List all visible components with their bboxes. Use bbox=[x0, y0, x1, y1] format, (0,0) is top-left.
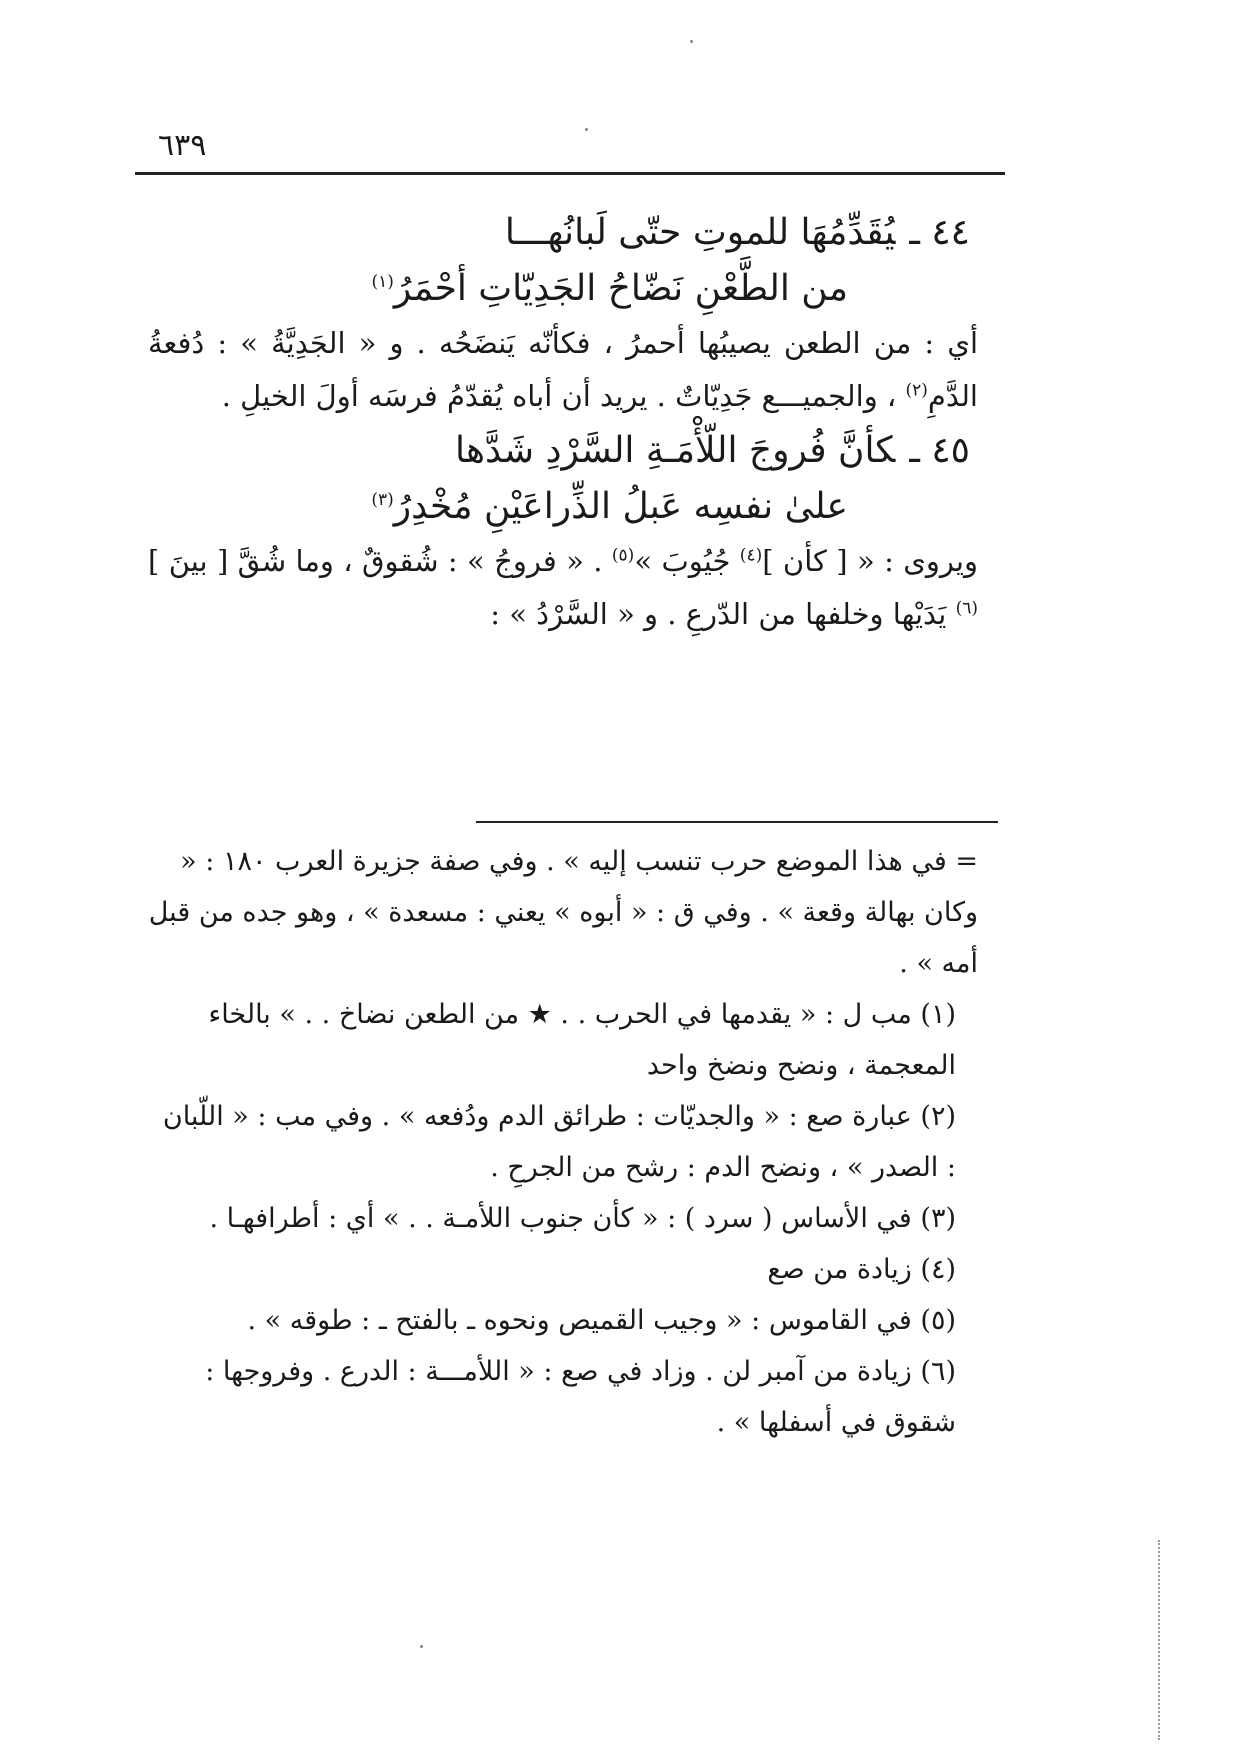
footnote-ref-3[interactable]: (٣) bbox=[371, 490, 394, 510]
commentary-44 bbox=[148, 317, 978, 423]
footnote-ref-2[interactable]: (٢) bbox=[905, 380, 928, 401]
commentary-45 bbox=[148, 535, 978, 641]
scan-speck bbox=[585, 128, 588, 131]
scan-speck bbox=[420, 1645, 423, 1648]
commentary-44-part-b: ، والجميـــع جَدِيّاتٌ . يريد أن أباه يُقدّمُ فرسَه أولَ الخيلِ . bbox=[221, 379, 897, 413]
commentary-45-part-c: . « فروجُ » : شُقوقٌ ، وما شُقَّ [ بينَ ] bbox=[148, 544, 603, 578]
verse-45-second-text: علىٰ نفسِه عَبلُ الذِّراعَيْنِ مُخْدِرُ bbox=[393, 486, 848, 527]
header-rule bbox=[135, 172, 1005, 175]
footnote-ref-5[interactable]: (٥) bbox=[611, 545, 635, 566]
verse-44-first-text: يُقَدِّمُهَا للموتِ حتّى لَبانُهـــا bbox=[504, 212, 896, 253]
commentary-44-part-a: أي : من الطعن يصيبُها أحمرُ ، فكأنّه يَنضَحُه . و « الجَدِيَّةُ » : دُفعةُ الدَّمِ bbox=[148, 326, 978, 413]
scan-margin-mark bbox=[1158, 1540, 1160, 1740]
page-number: ٦٣٩ bbox=[158, 128, 207, 163]
commentary-45-part-b: جُيُوبَ » bbox=[634, 544, 731, 578]
footnote-ref-6[interactable]: (٦) bbox=[955, 598, 978, 619]
verse-45-second-hemistich bbox=[148, 479, 848, 535]
verse-45-number: ٤٥ ـ bbox=[909, 430, 970, 471]
footnote-continuation: = في هذا الموضع حرب تنسب إليه » . وفي صفة جزيرة العرب ١٨٠ : « وكان بهالة وقعة » . وفي ق : « أبوه » يعني : مسعدة » ، وهو جده من قبل أمه » . bbox=[148, 846, 978, 979]
footnote-1: (١) مب ل : « يقدمها في الحرب . . ★ من الطعن نضاخ . . » بالخاء المعجمة ، ونضح ونضخ واحد bbox=[208, 999, 956, 1081]
footnote-5: (٥) في القاموس : « وجيب القميص ونحوه ـ بالفتح ـ : طوقه » . bbox=[247, 1305, 956, 1336]
verse-44-second-text: من الطَّعْنِ نَضّاحُ الجَدِيّاتِ أحْمَرُ bbox=[393, 268, 848, 309]
verse-44-number: ٤٤ ـ bbox=[909, 212, 970, 253]
verse-44-first-hemistich bbox=[148, 205, 970, 261]
verse-44-second-hemistich bbox=[148, 261, 848, 317]
footnote-divider bbox=[476, 821, 998, 823]
verse-45-first-text: كأنَّ فُروجَ اللّأْمَـةِ السَّرْدِ شَدَّها bbox=[454, 430, 896, 471]
footnote-ref-1[interactable]: (١) bbox=[371, 272, 394, 292]
verse-45-first-hemistich bbox=[148, 423, 970, 479]
main-text bbox=[148, 205, 978, 641]
footnote-6: (٦) زيادة من آمبر لن . وزاد في صع : « اللأمـــة : الدرع . وفروجها : شقوق في أسفلها » . bbox=[205, 1356, 956, 1438]
commentary-45-part-a: ويروى : « [ كأن ] bbox=[762, 544, 979, 578]
footnote-3: (٣) في الأساس ( سرد ) : « كأن جنوب اللأمـة . . » أي : أطرافهـا . bbox=[209, 1203, 956, 1234]
commentary-45-part-d: يَدَيْها وخلفها من الدّرعِ . و « السَّرْدُ » : bbox=[490, 597, 947, 631]
footnotes bbox=[148, 836, 978, 1448]
scan-speck bbox=[690, 40, 693, 43]
footnote-4: (٤) زيادة من صع bbox=[767, 1254, 956, 1285]
footnote-ref-4[interactable]: (٤) bbox=[739, 545, 763, 566]
footnote-2: (٢) عبارة صع : « والجديّات : طرائق الدم ودُفعه » . وفي مب : « اللّبان : الصدر » ، ونضح الدم : رشح من الجرحِ . bbox=[162, 1101, 956, 1183]
